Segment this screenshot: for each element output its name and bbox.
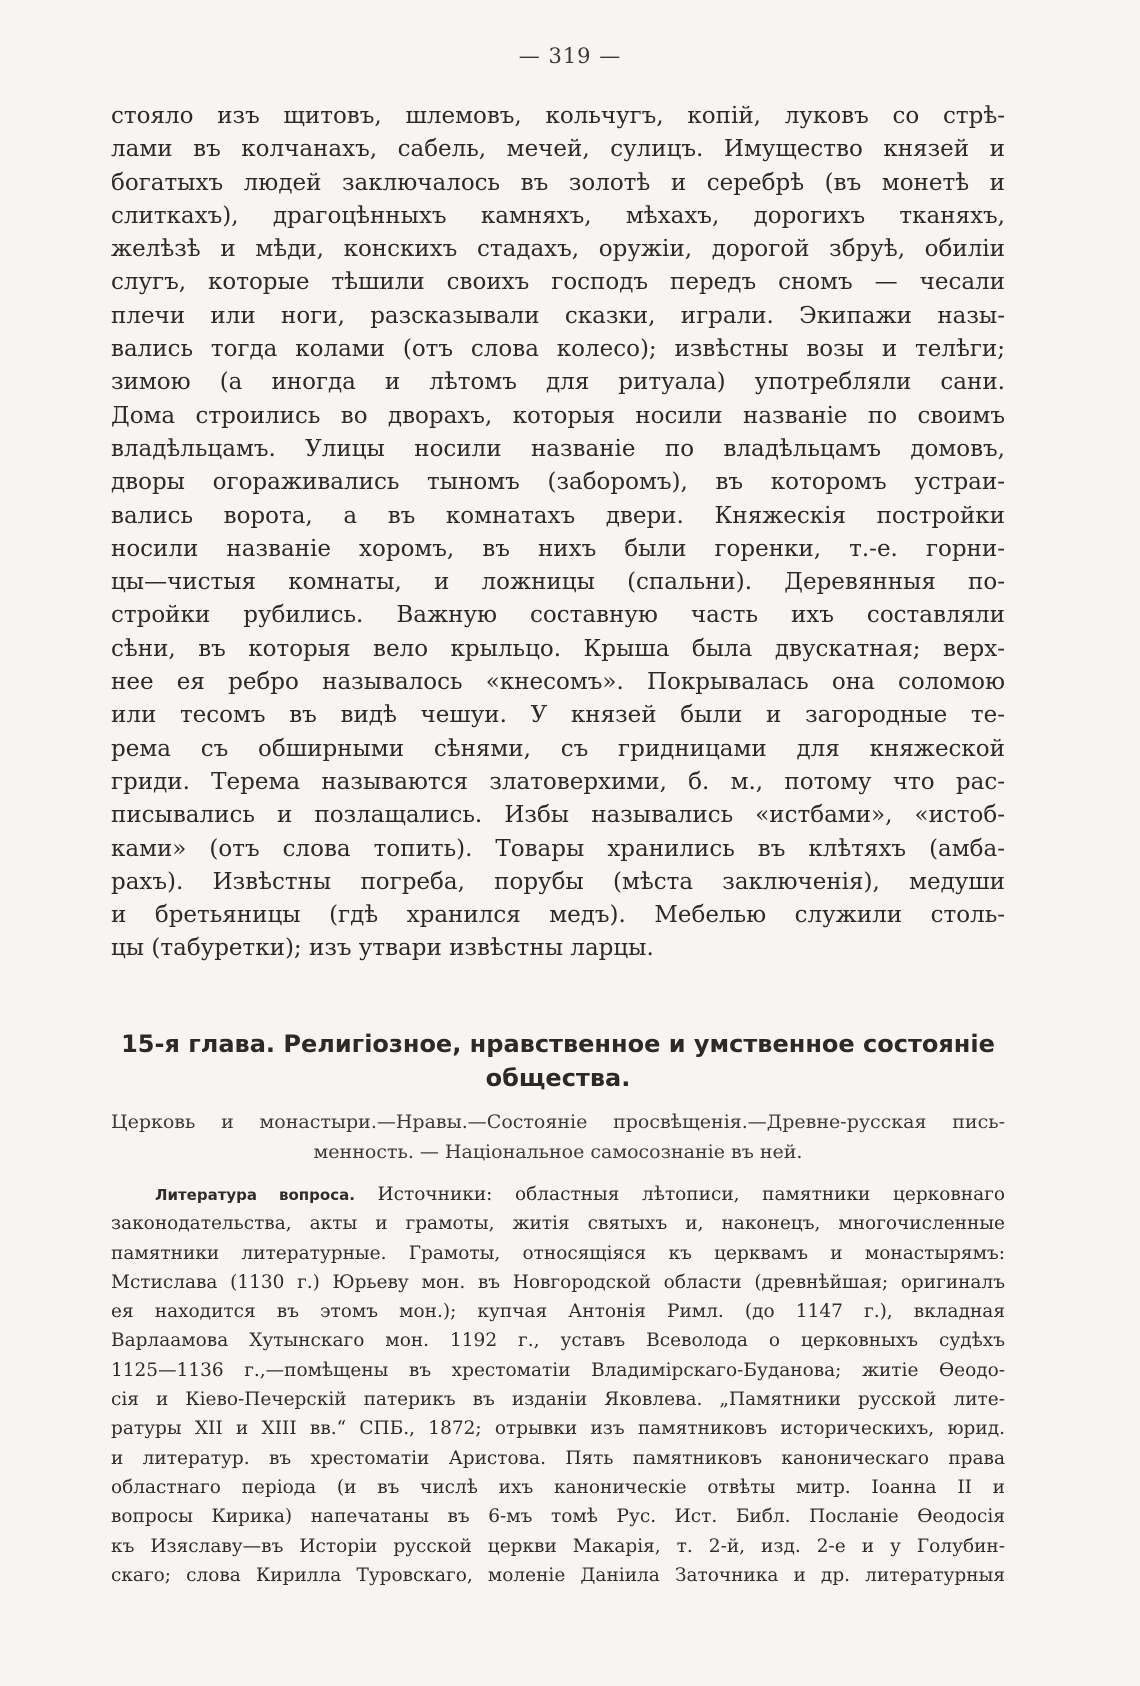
summary-line: Церковь и монастыри.—Нравы.—Состояніе просвѣщенія.—Древне-русская пись- <box>111 1111 1005 1133</box>
text-line: рема съ обширными сѣнями, съ гридницами для княжеской <box>111 735 1005 762</box>
text-line: зимою (а иногда и лѣтомъ для ритуала) употребляли сани. <box>111 369 1005 396</box>
text-line: ками» (отъ слова топить). Товары хранились въ клѣтяхъ (амба- <box>111 835 1005 862</box>
summary-line: менность. — Національное самосознаніе въ ней. <box>313 1141 803 1163</box>
literature-line: къ Изяславу—въ Исторіи русской церкви Макарія, т. 2-й, изд. 2-е и у Голубин- <box>111 1535 1005 1557</box>
text-line: богатыхъ людей заключалось въ золотѣ и серебрѣ (въ монетѣ и <box>111 169 1005 196</box>
text-line: плечи или ноги, разсказывали сказки, играли. Экипажи назы- <box>111 302 1005 329</box>
chapter-heading-line: 15-я глава. Религіозное, нравственное и умственное состояніе <box>121 1030 995 1058</box>
literature-lead: Литература вопроса. <box>155 1186 355 1204</box>
text-line: носили названіе хоромъ, въ нихъ были горенки, т.-е. горни- <box>111 535 1005 562</box>
text-line: гриди. Терема называются златоверхими, б. м., потому что рас- <box>111 768 1005 795</box>
literature-line: Варлаамова Хутынскаго мон. 1192 г., уставъ Всеволода о церковныхъ судѣхъ <box>111 1330 1005 1352</box>
chapter-summary <box>111 1107 1005 1167</box>
literature-line: памятники литературные. Грамоты, относящіяся къ церквамъ и монастырямъ: <box>111 1242 1005 1264</box>
text-line: владѣльцамъ. Улицы носили названіе по владѣльцамъ домовъ, <box>111 435 1005 462</box>
text-line: цы (табуретки); изъ утвари извѣстны ларцы. <box>111 935 654 962</box>
literature-line: вопросы Кирика) напечатаны въ 6-мъ томѣ Рус. Ист. Библ. Посланіе Ѳеодосія <box>111 1506 1005 1528</box>
text-line: писывались и позлащались. Избы назывались «истбами», «истоб- <box>111 802 1005 829</box>
text-line: рахъ). Извѣстны погреба, порубы (мѣста заключенія), медуши <box>111 868 1005 895</box>
text-line: нее ея ребро называлось «кнесомъ». Покрывалась она соломою <box>111 669 1005 696</box>
literature-line: ея находится въ этомъ мон.); купчая Антонія Римл. (до 1147 г.), вкладная <box>111 1301 1005 1323</box>
text-line: дворы огораживались тыномъ (заборомъ), въ которомъ устраи- <box>111 469 1005 496</box>
text-line: стройки рубились. Важную составную часть ихъ составляли <box>111 602 1005 629</box>
chapter-heading <box>111 1027 1005 1095</box>
chapter-heading-line: общества. <box>485 1064 631 1092</box>
literature-line: законодательства, акты и грамоты, житія святыхъ и, наконецъ, многочисленные <box>111 1213 1005 1235</box>
text-line: слиткахъ), драгоцѣнныхъ камняхъ, мѣхахъ, дорогихъ тканяхъ, <box>111 202 1005 229</box>
text-line: Дома строились во дворахъ, которыя носили названіе по своимъ <box>111 402 1005 429</box>
text-line: стояло изъ щитовъ, шлемовъ, кольчугъ, копій, луковъ со стрѣ- <box>111 103 1005 129</box>
literature-line <box>111 1180 1005 1209</box>
text-line: сѣни, въ которыя вело крыльцо. Крыша была двускатная; верх- <box>111 635 1005 662</box>
body-paragraph <box>111 100 1005 966</box>
literature-line: скаго; слова Кирилла Туровскаго, моленіе Даніила Заточника и др. литературныя <box>111 1564 1005 1586</box>
text-line: вались ворота, а въ комнатахъ двери. Княжескія постройки <box>111 502 1005 529</box>
text-line: или тесомъ въ видѣ чешуи. У князей были и загородные те- <box>111 702 1005 729</box>
page-number: — 319 — <box>518 44 622 68</box>
text-line: слугъ, которые тѣшили своихъ господъ передъ сномъ — чесали <box>111 269 1005 296</box>
text-line: желѣзѣ и мѣди, конскихъ стадахъ, оружіи, дорогой збруѣ, обиліи <box>111 236 1005 263</box>
literature-section <box>111 1180 1005 1590</box>
literature-line: и литератур. въ хрестоматіи Аристова. Пять памятниковъ каноническаго права <box>111 1447 1005 1469</box>
text-line: вались тогда колами (отъ слова колесо); извѣстны возы и телѣги; <box>111 336 1005 363</box>
literature-line: сія и Кіево-Печерскій патерикъ въ изданіи Яковлева. „Памятники русской лите- <box>111 1389 1005 1411</box>
literature-line: ратуры XII и XIII вв.“ СПБ., 1872; отрывки изъ памятниковъ историческихъ, юрид. <box>111 1418 1005 1440</box>
literature-line: областнаго періода (и въ числѣ ихъ каноническіе отвѣты митр. Іоанна II и <box>111 1476 1005 1498</box>
literature-line: Мстислава (1130 г.) Юрьеву мон. въ Новгородской области (древнѣйшая; оригиналъ <box>111 1271 1005 1293</box>
text-line: цы—чистыя комнаты, и ложницы (спальни). Деревянныя по- <box>111 569 1005 596</box>
literature-line-text: Источники: областныя лѣтописи, памятники церковнаго <box>354 1184 1005 1205</box>
literature-line: 1125—1136 г.,—помѣщены въ хрестоматіи Владимірскаго-Буданова; житіе Ѳеодо- <box>111 1359 1005 1381</box>
text-line: и бретьяницы (гдѣ хранился медъ). Мебелью служили столь- <box>111 902 1005 929</box>
text-line: лами въ колчанахъ, сабель, мечей, сулицъ. Имущество князей и <box>111 136 1005 163</box>
